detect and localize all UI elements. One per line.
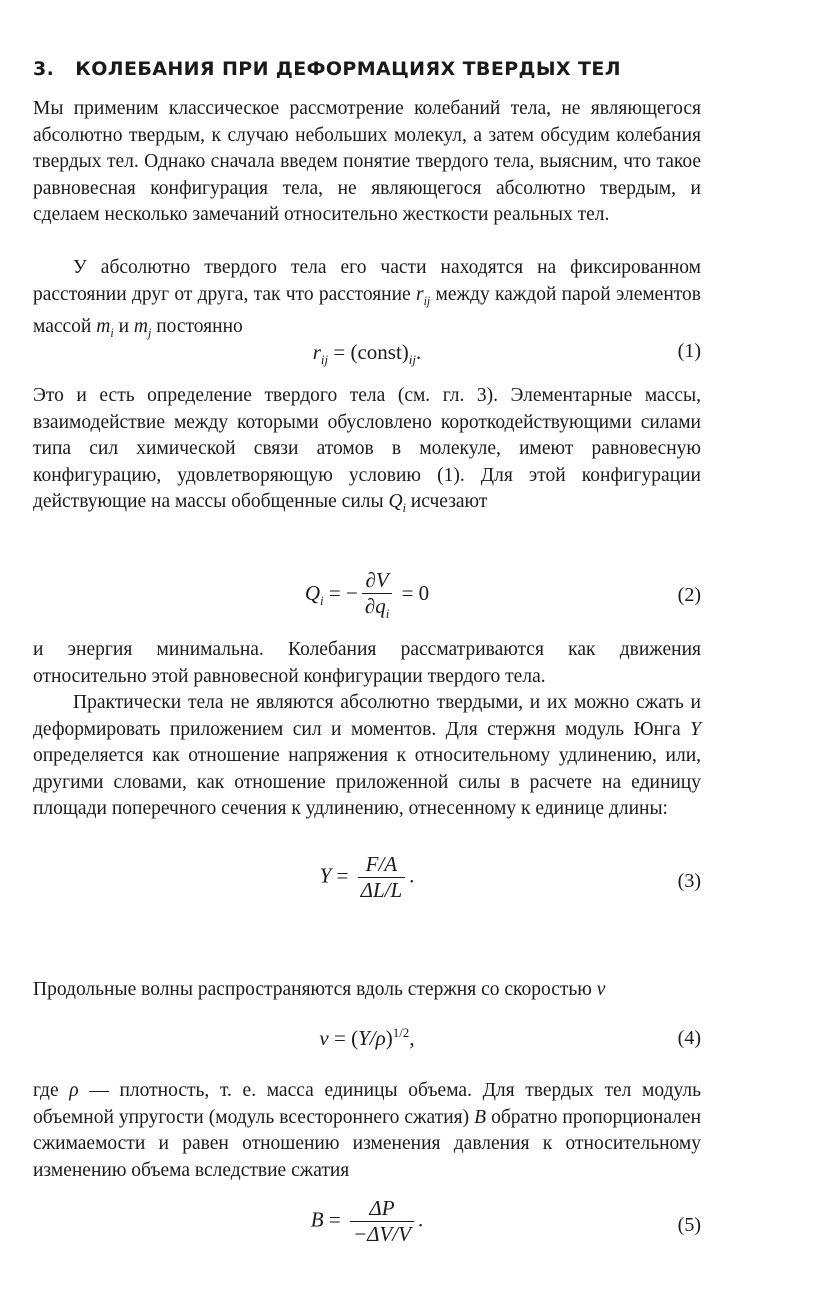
equation-3	[33, 852, 701, 916]
equation-1	[33, 340, 701, 370]
section-number: 3.	[33, 58, 55, 80]
equation-1-number: (1)	[677, 340, 701, 362]
paragraph-1: Мы применим классическое рассмотрение колебаний тела, не являющегося абсолютно твердым, к случаю небольших молекул, а затем обсудим колебания твердых тел. Однако сначала введем понятие твердого тела, выясним, что такое равновесная конфигурация тела, не являющегося абсолютно твердым, и сделаем несколько замечаний относительно жесткости реальных тел.	[33, 98, 701, 225]
equation-5-body: B = $\frac{\Delta P}{-\Delta V/V}$ .	[310, 1196, 424, 1246]
equation-2-number: (2)	[677, 584, 701, 606]
equation-5-number: (5)	[677, 1214, 701, 1236]
paragraph-3: Это и есть определение твердого тела (см. гл. 3). Элементарные массы, взаимодействие между которыми обусловлено короткодействующими силами типа сил химической связи атомов в молекуле, имеют равновесную конфигурацию, удовлетворяющую условию (1). Для этой конфигурации действующие на массы обобщенные силы $Q_i$ исчезают	[33, 385, 701, 515]
paragraph-2: У абсолютно твердого тела его части находятся на фиксированном расстоянии друг от друга, так что расстояние $r_{ij}$ между каждой парой элементов массой $m_i$ и $m_j$ постоянно	[33, 257, 701, 340]
section-heading	[33, 58, 621, 80]
equation-4-number: (4)	[677, 1027, 701, 1049]
equation-3-number: (3)	[677, 870, 701, 892]
paragraph-6: Продольные волны распространяются вдоль стержня со скоростью v	[33, 979, 606, 1000]
equation-4	[33, 1025, 701, 1055]
equation-5	[33, 1196, 701, 1260]
equation-2-body: $Q_i$ = − $\frac{\partial V}{\partial q_i}$ = 0	[304, 568, 430, 622]
equation-3-body: Y = $\frac{F/A}{\Delta L/L}$ .	[319, 852, 415, 902]
paragraph-7: где ρ — плотность, т. е. масса единицы объема. Для твердых тел модуль объемной упругости (модуль всестороннего сжатия) B обратно пропорционален сжимаемости и равен отношению изменения давления к относительному изменению объема вследствие сжатия	[33, 1080, 702, 1181]
paragraph-4: и энергия минимальна. Колебания рассматриваются как движения относительно этой равновесной конфигурации твердого тела.	[33, 639, 701, 687]
equation-1-body: $r_{ij}$ = $(const)_{ij}$.	[312, 340, 422, 368]
section-title: КОЛЕБАНИЯ ПРИ ДЕФОРМАЦИЯХ ТВЕРДЫХ ТЕЛ	[75, 58, 621, 80]
equation-4-body: $v = (Y/\rho)^{1/2}$,	[319, 1025, 415, 1050]
paragraph-5: Практически тела не являются абсолютно твердыми, и их можно сжать и деформировать приложением сил и моментов. Для стержня модуль Юнга Y определяется как отношение напряжения к относительному удлинению, или, другими словами, как отношение приложенной силы в расчете на единицу площади поперечного сечения к удлинению, отнесенному к единице длины:	[33, 692, 701, 819]
equation-2	[33, 568, 701, 628]
